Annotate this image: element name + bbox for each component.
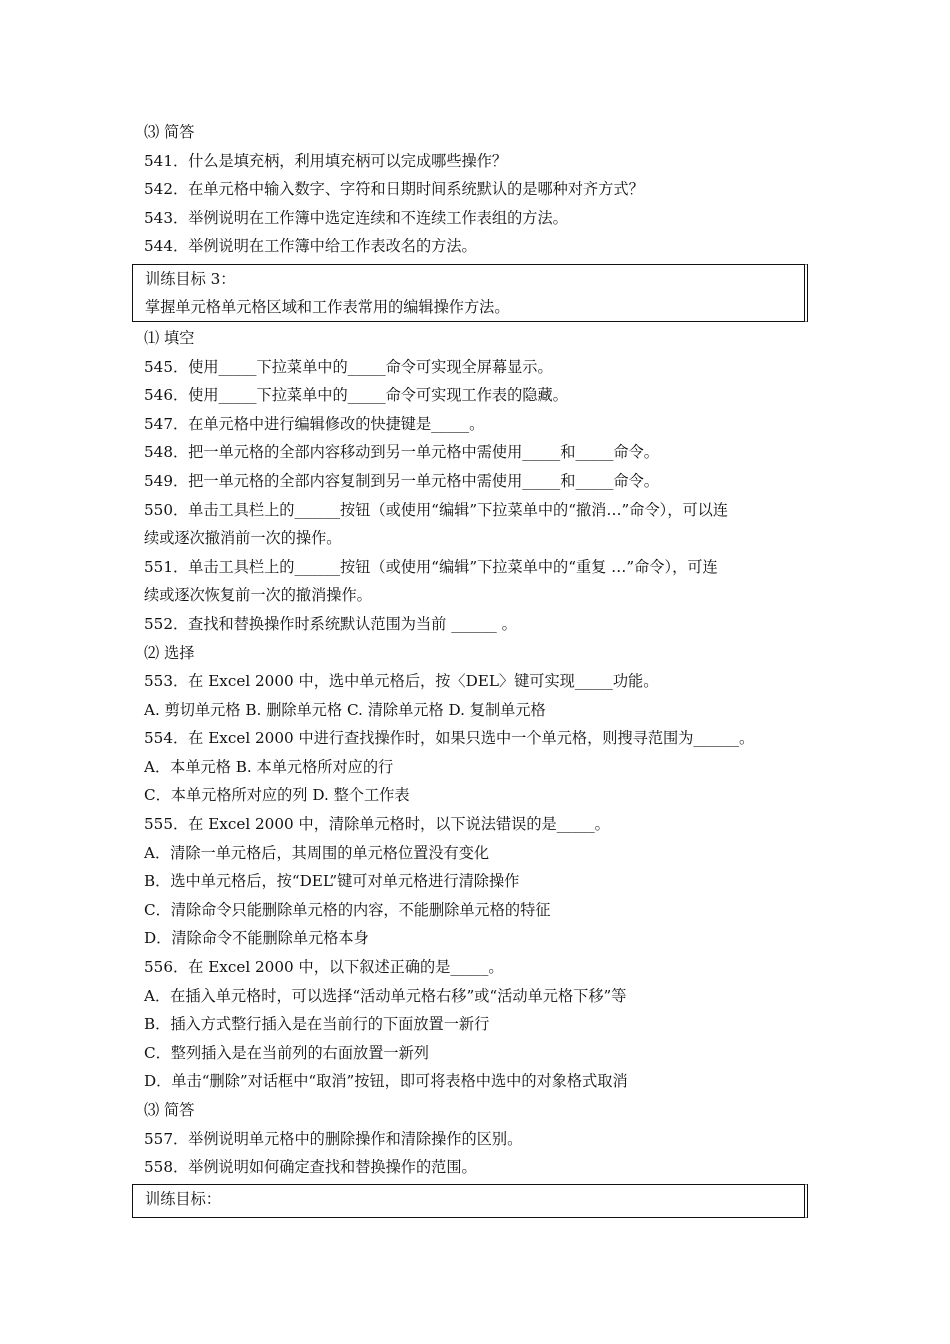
text-line: 555．在 Excel 2000 中，清除单元格时，以下说法错误的是_____。 <box>144 815 610 834</box>
text-line: A. 剪切单元格 B. 删除单元格 C. 清除单元格 D. 复制单元格 <box>144 700 546 719</box>
text-line: C．清除命令只能删除单元格的内容，不能删除单元格的特征 <box>144 900 551 919</box>
text-line: C．本单元格所对应的列 D. 整个工作表 <box>144 786 410 805</box>
text-line: 续或逐次撤消前一次的操作。 <box>144 529 342 548</box>
text-line: D．单击“删除”对话框中“取消”按钮，即可将表格中选中的对象格式取消 <box>144 1072 628 1091</box>
text-line: A．清除一单元格后，其周围的单元格位置没有变化 <box>144 843 490 862</box>
text-line: ⑶ 简答 <box>144 123 195 141</box>
text-line: 553．在 Excel 2000 中，选中单元格后，按〈DEL〉键可实现_____功能。 <box>144 672 659 691</box>
text-line: 556．在 Excel 2000 中，以下叙述正确的是_____。 <box>144 958 504 977</box>
document-body <box>144 118 824 1218</box>
text-line: 544．举例说明在工作簿中给工作表改名的方法。 <box>144 237 477 256</box>
text-line: 548．把一单元格的全部内容移动到另一单元格中需使用_____和_____命令。 <box>144 443 659 462</box>
text-line: A．本单元格 B. 本单元格所对应的行 <box>144 757 394 776</box>
text-line: 543．举例说明在工作簿中选定连续和不连续工作表组的方法。 <box>144 208 568 227</box>
text-line: 557．举例说明单元格中的删除操作和清除操作的区别。 <box>144 1129 523 1148</box>
training-goal-line: 训练目标 3： <box>145 269 236 288</box>
text-line: 554．在 Excel 2000 中进行查找操作时，如果只选中一个单元格，则搜寻范围为______。 <box>144 729 755 748</box>
text-line: A．在插入单元格时，可以选择“活动单元格右移”或“活动单元格下移”等 <box>144 986 627 1005</box>
text-line: ⑴ 填空 <box>144 328 195 347</box>
text-line: 545．使用_____下拉菜单中的_____命令可实现全屏幕显示。 <box>144 357 553 376</box>
text-line: 546．使用_____下拉菜单中的_____命令可实现工作表的隐藏。 <box>144 386 568 405</box>
text-line: ⑵ 选择 <box>144 643 195 662</box>
text-line: 552．查找和替换操作时系统默认范围为当前 ______ 。 <box>144 614 517 633</box>
training-goal-line: 掌握单元格单元格区域和工作表常用的编辑操作方法。 <box>145 297 510 316</box>
text-line: C．整列插入是在当前列的右面放置一新列 <box>144 1043 429 1062</box>
text-line: B．插入方式整行插入是在当前行的下面放置一新行 <box>144 1015 490 1034</box>
training-goal-line: 训练目标： <box>145 1189 221 1208</box>
training-goal-box <box>132 1184 808 1218</box>
text-line: 549．把一单元格的全部内容复制到另一单元格中需使用_____和_____命令。 <box>144 471 659 490</box>
text-line: ⑶ 简答 <box>144 1101 195 1119</box>
text-line: 541．什么是填充柄，利用填充柄可以完成哪些操作？ <box>144 151 508 170</box>
text-line: 542．在单元格中输入数字、字符和日期时间系统默认的是哪种对齐方式？ <box>144 180 644 199</box>
text-line: 558．举例说明如何确定查找和替换操作的范围。 <box>144 1158 477 1177</box>
training-goal-box <box>132 264 808 322</box>
text-line: 551．单击工具栏上的______按钮（或使用“编辑”下拉菜单中的“重复 …”命令），可连 <box>144 557 718 576</box>
text-line: 续或逐次恢复前一次的撤消操作。 <box>144 586 372 605</box>
text-line: B．选中单元格后，按“DEL”键可对单元格进行清除操作 <box>144 872 520 891</box>
text-line: 547．在单元格中进行编辑修改的快捷键是_____。 <box>144 414 485 433</box>
text-line: D．清除命令不能删除单元格本身 <box>144 929 369 948</box>
text-line: 550．单击工具栏上的______按钮（或使用“编辑”下拉菜单中的“撤消…”命令），可以连 <box>144 500 729 519</box>
